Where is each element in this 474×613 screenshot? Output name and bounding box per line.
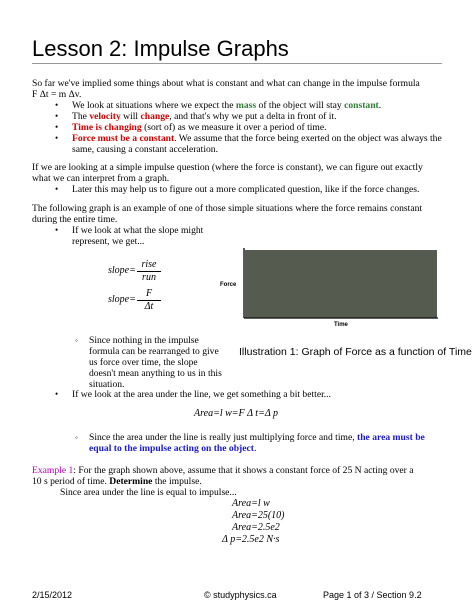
bullet-icon: •: [55, 389, 59, 399]
example-line-3: Since area under the line is equal to impulse...: [60, 487, 237, 498]
example-line-2: 10 s period of time. Determine the impulse.: [32, 476, 202, 487]
para3-line-2: during the entire time.: [32, 214, 118, 225]
area-sub-line-1: Since the area under the line is really just multiplying force and time, the area must be: [89, 432, 425, 443]
para3-line-1: The following graph is an example of one of those simple situations where the force remains constant: [32, 203, 423, 214]
example-line-1: Example 1: For the graph shown above, assume that it shows a constant force of 25 N acting over a: [32, 465, 414, 476]
solution-step-2: Area=25(10): [232, 510, 285, 521]
circle-bullet-icon: ◦: [75, 433, 78, 442]
area-sub-line-2: equal to the impulse acting on the object.: [89, 443, 257, 454]
circle-bullet-icon: ◦: [75, 336, 78, 345]
solution-step-1: Area=l w: [232, 498, 270, 509]
slope-sub-line-4: doesn't mean anything to us in this: [89, 368, 222, 379]
para2-line-2: what we can interpret from a graph.: [32, 173, 170, 184]
intro-line-2: F Δt = m Δv.: [32, 89, 82, 100]
y-axis-label: Force: [220, 282, 237, 288]
bullet-icon: •: [55, 122, 59, 132]
footer-page: Page 1 of 3 / Section 9.2: [323, 590, 422, 600]
solution-step-4: Δ p=2.5e2 N·s: [222, 534, 280, 545]
example-label: Example 1: [32, 465, 74, 476]
footer-date: 2/15/2012: [32, 590, 73, 600]
bullet-icon: •: [55, 184, 59, 194]
x-axis-label: Time: [334, 322, 348, 328]
bullet-icon: •: [55, 111, 59, 121]
slope-sub-line-3: us force over time, the slope: [89, 357, 198, 368]
area-equation: Area=l w=F Δ t=Δ p: [194, 408, 279, 419]
graph-caption: Illustration 1: Graph of Force as a function of Time: [239, 346, 472, 358]
bullet-icon: •: [55, 133, 59, 143]
title-rule: [32, 63, 442, 64]
bullet-icon: •: [55, 225, 59, 235]
slope-sub-line-5: situation.: [89, 379, 125, 390]
page-title: Lesson 2: Impulse Graphs: [32, 36, 289, 61]
slope-sub-line-2: formula can be rearranged to give: [89, 346, 219, 357]
force-area-fill: [245, 250, 437, 318]
footer-site: © studyphysics.ca: [204, 590, 277, 600]
para2-line-1: If we are looking at a simple impulse question (where the force is constant), we can figure out exactly: [32, 162, 423, 173]
intro-line-1: So far we've implied some things about what is constant and what can change in the impulse formula: [32, 78, 420, 89]
bullet-icon: •: [55, 100, 59, 110]
solution-step-3: Area=2.5e2: [232, 522, 280, 533]
slope-sub-line-1: Since nothing in the impulse: [89, 335, 199, 346]
slope-bullet-cont: represent, we get...: [72, 236, 145, 247]
force-time-graph: [212, 236, 444, 336]
intro-bullet-4-cont: same, causing a constant acceleration.: [72, 144, 218, 155]
